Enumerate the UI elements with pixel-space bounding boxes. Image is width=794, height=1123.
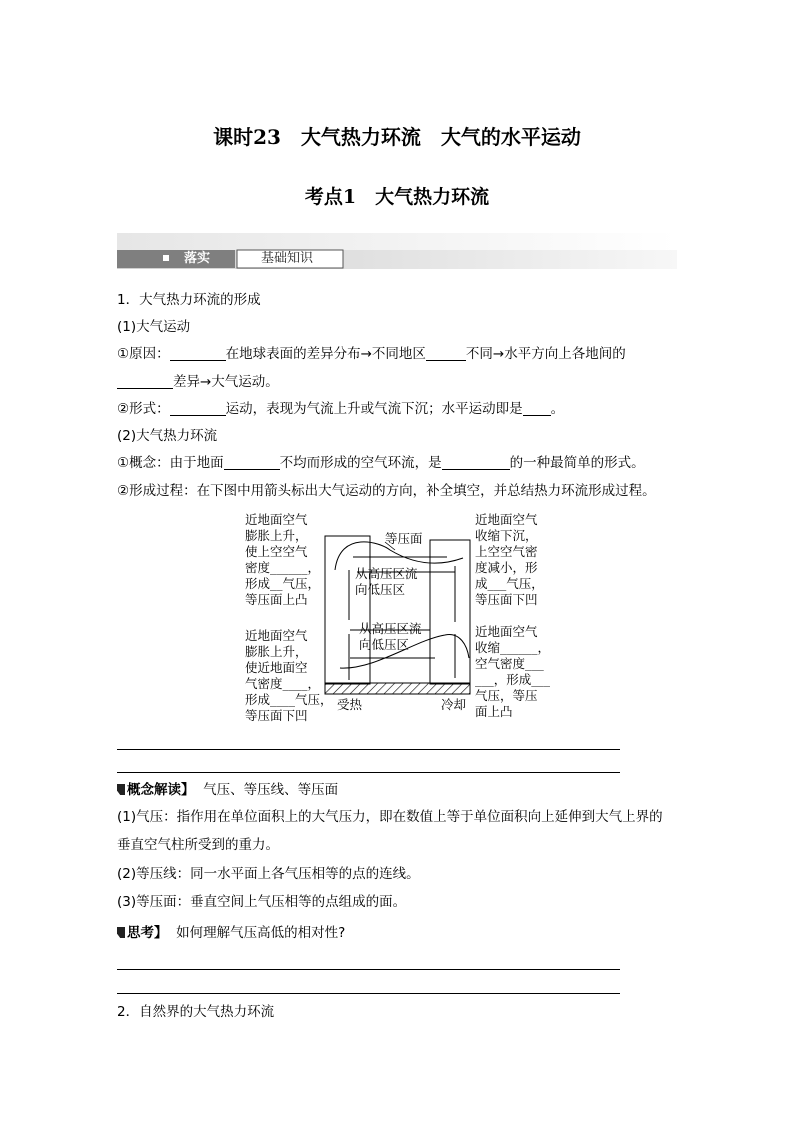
cause-text-c: 不同→水平方向上各地间的	[465, 346, 626, 362]
cause-text-b: 在地球表面的差异分布→不同地区	[225, 346, 426, 362]
cause-line	[117, 345, 626, 363]
heated-label: 受热	[337, 697, 363, 712]
fill-blank[interactable]	[224, 455, 280, 470]
form-text-a: ②形式：	[117, 401, 170, 417]
bracket-icon	[117, 927, 125, 938]
concept-text-c: 的一种最简单的形式。	[509, 455, 645, 471]
answer-line[interactable]	[117, 969, 620, 970]
section1-heading: 1．大气热力环流的形成	[117, 292, 261, 308]
annotation-line: 等压面上凸	[245, 592, 308, 607]
fill-blank[interactable]	[170, 401, 226, 416]
banner-left-label: 落实	[184, 251, 211, 266]
process-line: ②形成过程：在下图中用箭头标出大气运动的方向，补全填空，并总结热力环流形成过程。	[117, 483, 656, 499]
form-text-c: 。	[550, 401, 565, 417]
annotation-line: ___，形成___	[475, 672, 551, 687]
concept-line	[117, 454, 645, 472]
annotation-line: 近地面空气	[245, 512, 308, 527]
annotation-line: 度减小，形	[475, 560, 538, 575]
form-line	[117, 400, 564, 418]
annotation-line: 使上空空气	[245, 544, 308, 559]
concept-p3: (3)等压面：垂直空间上气压相等的点组成的面。	[117, 894, 407, 910]
concept-tag-text: 概念解读	[127, 782, 181, 798]
answer-line[interactable]	[117, 749, 620, 750]
section2-heading: 2．自然界的大气热力环流	[117, 1004, 275, 1020]
annotation-line: 收缩下沉，	[475, 528, 538, 543]
annotation-line: 近地面空气	[475, 512, 538, 527]
annotation-line: 膨胀上升，	[245, 528, 308, 543]
think-question: 如何理解气压高低的相对性?	[176, 925, 346, 941]
annotation-line: 从高压区流	[359, 621, 422, 636]
annotation-line: 使近地面空	[245, 660, 308, 675]
annotation-line: 等压面下凹	[475, 592, 538, 607]
cause-text-a: ①原因：	[117, 346, 170, 362]
concept-tag: 概念解读】	[117, 782, 195, 798]
fill-blank[interactable]	[442, 455, 510, 470]
cause-line-2	[117, 373, 279, 391]
concept-p1b: 垂直空气柱所受到的重力。	[117, 837, 279, 853]
fill-blank[interactable]	[117, 374, 173, 389]
answer-line[interactable]	[117, 772, 620, 773]
annotation-line: 形成____气压，	[245, 692, 333, 707]
upper-flow-label	[355, 566, 418, 598]
isobar-label: 等压面	[385, 531, 423, 546]
think-tag: 思考】	[117, 925, 168, 941]
left-top-annotation	[245, 512, 320, 608]
annotation-line: 收缩______，	[475, 640, 551, 655]
subheading-atmospheric-motion: (1)大气运动	[117, 319, 191, 335]
concept-p1a: (1)气压：指作用在单位面积上的大气压力，即在数值上等于单位面积向上延伸到大气上界的	[117, 809, 663, 825]
form-text-b: 运动，表现为气流上升或气流下沉；水平运动即是	[225, 401, 523, 417]
annotation-line: 向低压区	[359, 637, 410, 652]
concept-box-heading	[117, 781, 338, 799]
cause-text-d: 差异→大气运动。	[173, 374, 279, 390]
concept-text-a: ①概念：由于地面	[117, 455, 224, 471]
annotation-line: 面上凸	[475, 704, 513, 719]
annotation-line: 从高压区流	[355, 566, 418, 581]
annotation-line: 近地面空气	[245, 628, 308, 643]
fill-blank[interactable]	[523, 401, 551, 416]
cooled-label: 冷却	[441, 697, 467, 712]
bracket-icon	[117, 784, 125, 795]
concept-title: 气压、等压线、等压面	[203, 782, 339, 798]
topic-title: 考点1 大气热力环流	[304, 186, 490, 208]
banner-right-label: 基础知识	[261, 251, 314, 266]
annotation-line: 成___气压，	[475, 576, 544, 591]
annotation-line: 上空空气密	[475, 544, 538, 559]
annotation-line: 等压面下凹	[245, 708, 308, 723]
thermal-circulation-diagram	[245, 510, 555, 730]
concept-text-b: 不均而形成的空气环流，是	[279, 455, 442, 471]
answer-line[interactable]	[117, 993, 620, 994]
annotation-line: 空气密度___	[475, 656, 544, 671]
annotation-line: 膨胀上升，	[245, 644, 308, 659]
annotation-line: 密度______，	[245, 560, 321, 575]
concept-p2: (2)等压线：同一水平面上各气压相等的点的连线。	[117, 866, 420, 882]
annotation-line: 近地面空气	[475, 624, 538, 639]
annotation-line: 气压，等压	[475, 688, 538, 703]
fill-blank[interactable]	[170, 346, 226, 361]
left-bottom-annotation	[245, 628, 333, 724]
annotation-line: 形成__气压，	[245, 576, 321, 591]
section-banner	[117, 233, 677, 269]
right-top-annotation	[475, 512, 544, 608]
lesson-title: 课时23 大气热力环流 大气的水平运动	[213, 125, 581, 149]
right-bottom-annotation	[475, 624, 550, 720]
fill-blank[interactable]	[426, 346, 466, 361]
annotation-line: 气密度____，	[245, 676, 321, 691]
think-box-heading	[117, 924, 345, 942]
subheading-thermal-circulation: (2)大气热力环流	[117, 428, 218, 444]
annotation-line: 向低压区	[355, 582, 406, 597]
think-tag-text: 思考	[127, 925, 154, 941]
lower-flow-label	[359, 621, 422, 653]
